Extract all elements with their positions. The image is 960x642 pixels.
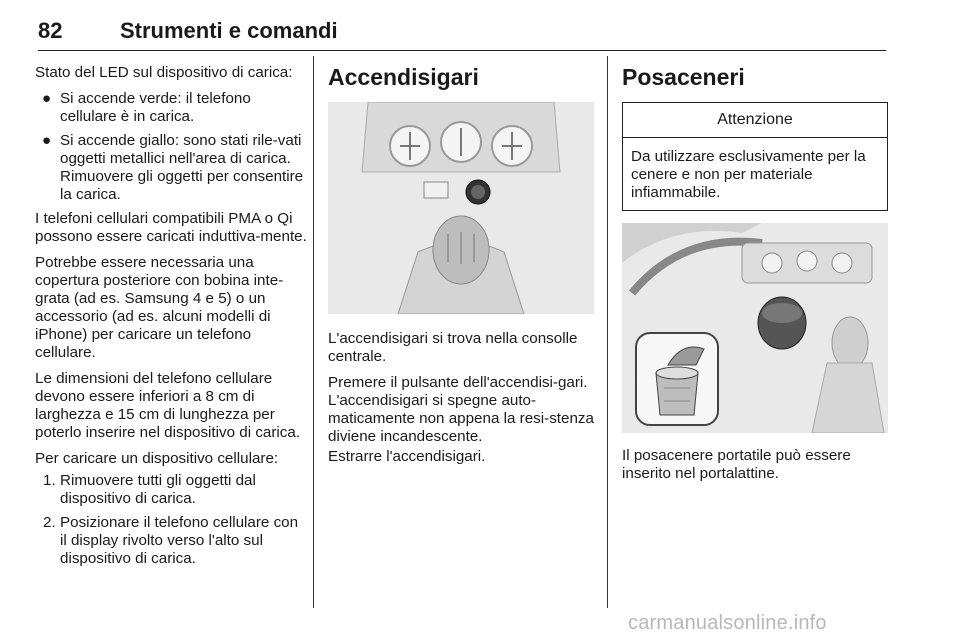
page-number: 82 — [38, 18, 63, 43]
section-heading: Posaceneri — [622, 64, 745, 90]
paragraph: L'accendisigari si trova nella consolle centrale. — [328, 330, 578, 365]
bullet-text: Si accende verde: il telefono cellulare è in carica. — [60, 90, 251, 125]
step-item — [35, 514, 307, 568]
step-number: 2. — [43, 514, 56, 531]
section-title: Strumenti e comandi — [120, 18, 338, 43]
warning-title: Attenzione — [623, 103, 887, 138]
warning-box — [622, 102, 888, 211]
led-status-intro: Stato del LED sul dispositivo di carica: — [35, 64, 293, 81]
ashtray-image — [622, 223, 888, 433]
bullet-item — [35, 132, 307, 204]
bullet-text: Si accende giallo: sono stati rile-vati oggetti metallici nell'area di carica. Rimuovere gli oggetti per consentire la carica. — [60, 132, 304, 203]
watermark: carmanualsonline.info — [628, 612, 827, 634]
column-right — [622, 64, 888, 491]
column-divider — [607, 56, 608, 608]
step-item — [35, 472, 307, 508]
warning-text: Da utilizzare esclusivamente per la cenere e non per materiale infiammabile. — [631, 148, 866, 201]
paragraph: Premere il pulsante dell'accendisi-gari. L'accendisigari si spegne auto-maticamente non appena la resi-stenza diviene incandescente. — [328, 374, 594, 445]
cigarette-lighter-image — [328, 102, 594, 314]
paragraph: Per caricare un dispositivo cellulare: — [35, 450, 279, 467]
step-text: Posizionare il telefono cellulare con il display rivolto verso l'alto sul dispositivo di carica. — [60, 514, 299, 567]
paragraph: Estrarre l'accendisigari. — [328, 448, 486, 465]
paragraph: Le dimensioni del telefono cellulare devono essere inferiori a 8 cm di larghezza e 15 cm di lunghezza per poterlo inserire nel dispositivo di carica. — [35, 370, 301, 441]
paragraph: Potrebbe essere necessaria una copertura posteriore con bobina inte-grata (ad es. Samsung 4 e 5) o un accessorio (ad es. alcuni modelli di iPhone) per caricare un telefono cellulare. — [35, 254, 284, 361]
bullet-dot: ● — [42, 90, 52, 107]
page-header — [38, 14, 886, 51]
paragraph: I telefoni cellulari compatibili PMA o Qi possono essere caricati induttiva-mente. — [35, 210, 307, 245]
bullet-item — [35, 90, 307, 126]
column-left — [35, 64, 307, 574]
section-heading: Accendisigari — [328, 64, 479, 90]
step-text: Rimuovere tutti gli oggetti dal dispositivo di carica. — [60, 472, 256, 507]
column-middle — [328, 64, 594, 474]
paragraph: Il posacenere portatile può essere inserito nel portalattine. — [622, 447, 851, 482]
column-divider — [313, 56, 314, 608]
step-number: 1. — [43, 472, 56, 489]
bullet-dot: ● — [42, 132, 52, 149]
